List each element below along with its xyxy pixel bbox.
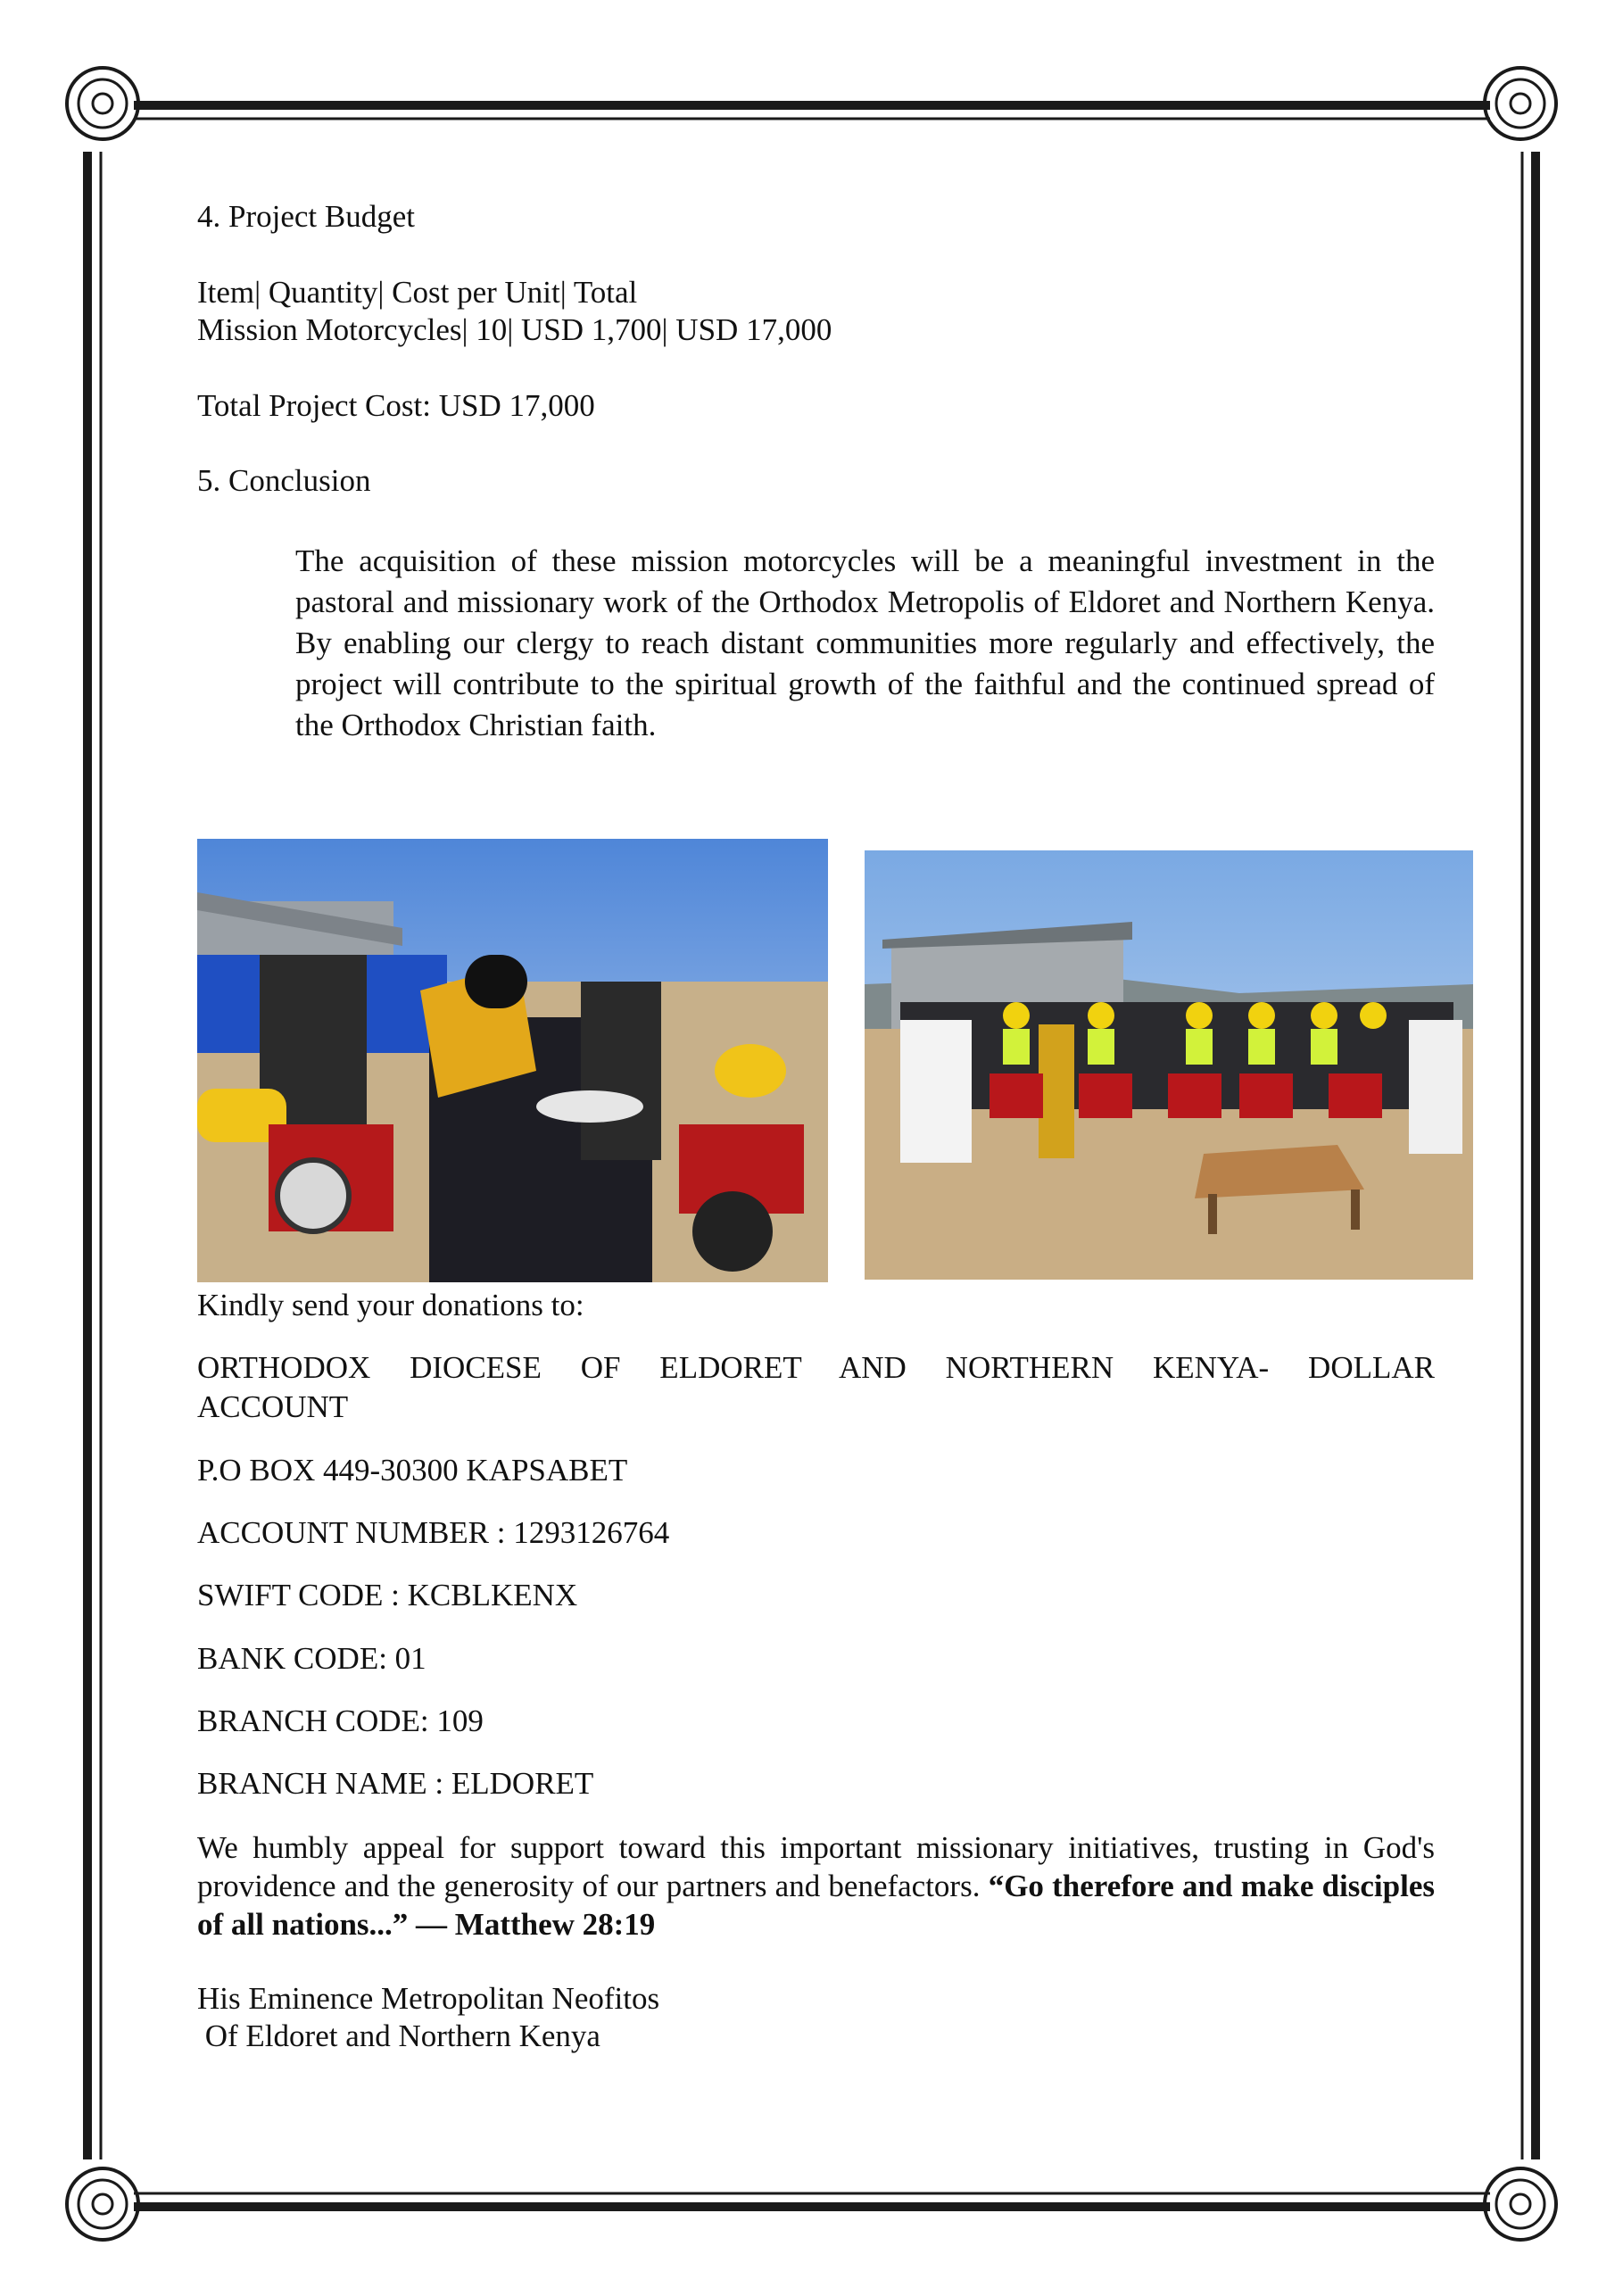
conclusion-heading: 5. Conclusion xyxy=(197,463,371,498)
budget-heading: 4. Project Budget xyxy=(197,199,415,234)
account-name-line2: ACCOUNT xyxy=(197,1389,349,1424)
account-name-line1: ORTHODOX DIOCESE OF ELDORET AND NORTHERN KENYA- DOLLAR xyxy=(197,1350,1435,1385)
corner-ornament-bottom-right xyxy=(1485,2168,1556,2240)
budget-total: Total Project Cost: USD 17,000 xyxy=(197,388,595,423)
budget-table-row: Mission Motorcycles| 10| USD 1,700| USD 17,000 xyxy=(197,312,832,347)
branch-code: BRANCH CODE: 109 xyxy=(197,1703,484,1738)
corner-ornament-top-left xyxy=(67,68,138,139)
signature-title: Of Eldoret and Northern Kenya xyxy=(197,2018,600,2053)
photo-motorcycle-group xyxy=(865,850,1473,1280)
branch-name: BRANCH NAME : ELDORET xyxy=(197,1766,594,1801)
photo-blessing-motorcycles xyxy=(197,839,828,1282)
po-box: P.O BOX 449-30300 KAPSABET xyxy=(197,1453,628,1488)
bible-quote: “Go therefore and make disciples of all nations...” — Matthew 28:19 xyxy=(197,1869,1435,1942)
donations-intro: Kindly send your donations to: xyxy=(197,1288,584,1322)
swift-code: SWIFT CODE : KCBLKENX xyxy=(197,1578,578,1612)
bank-code: BANK CODE: 01 xyxy=(197,1641,426,1676)
account-number: ACCOUNT NUMBER : 1293126764 xyxy=(197,1515,670,1550)
signature-name: His Eminence Metropolitan Neofitos xyxy=(197,1981,660,2016)
appeal-paragraph xyxy=(197,1828,1435,1944)
appeal-text: We humbly appeal for support toward this important missionary initiatives, trusting in God's providence and the generosity of our partners and benefactors. xyxy=(197,1830,1435,1903)
corner-ornament-bottom-left xyxy=(67,2168,138,2240)
corner-ornament-top-right xyxy=(1485,68,1556,139)
conclusion-paragraph: The acquisition of these mission motorcycles will be a meaningful investment in the pastoral and missionary work of the Orthodox Metropolis of Eldoret and Northern Kenya. By enabling our clergy to reach distant communities more regularly and effectively, the project will contribute to the spiritual growth of the faithful and the continued spread of the Orthodox Christian faith. xyxy=(295,543,1435,742)
budget-table-header: Item| Quantity| Cost per Unit| Total xyxy=(197,275,638,310)
